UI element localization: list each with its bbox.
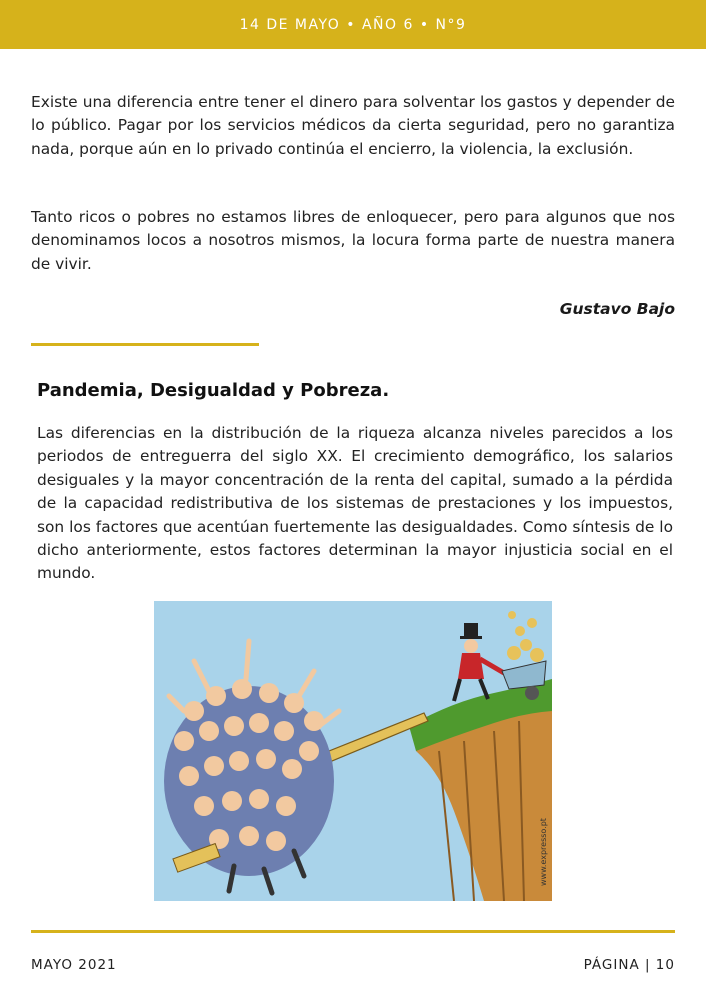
author-signature: Gustavo Bajo	[559, 300, 675, 318]
header-band	[0, 0, 706, 49]
article1-paragraph-2: Tanto ricos o pobres no estamos libres de enloquecer, pero para algunos que nos denominamos locos a nosotros mismos, la locura forma parte de nuestra manera de vivir.	[31, 208, 675, 273]
section-title: Pandemia, Desigualdad y Pobreza.	[37, 380, 390, 401]
page-number: PÁGINA | 10	[583, 957, 675, 973]
article2-paragraph: Las diferencias en la distribución de la riqueza alcanza niveles parecidos a los periodos de entreguerra del siglo XX. El crecimiento demográfico, los salarios desiguales y la mayor concentración de la renta del capital, sumado a la pérdida de la capacidad redistributiva de los sistemas de prestaciones y los impuestos, son los factores que acentúan fuertemente las desigualdades. Como síntesis de lo dicho anteriormente, estos factores determinan la mayor injusticia social en el mundo.	[37, 424, 673, 583]
cartoon-credit: www.expresso.pt	[539, 818, 548, 886]
footer-divider	[31, 930, 675, 933]
section-divider	[31, 343, 259, 346]
issue-line: 14 DE MAYO • AÑO 6 • N°9	[239, 16, 467, 33]
footer-date: MAYO 2021	[31, 957, 117, 973]
article1-paragraph-1: Existe una diferencia entre tener el dinero para solventar los gastos y depender de lo público. Pagar por los servicios médicos da cierta seguridad, pero no garantiza nada, porque aún en lo privado continúa el encierro, la violencia, la exclusión.	[31, 93, 675, 158]
cartoon-illustration	[154, 601, 552, 901]
